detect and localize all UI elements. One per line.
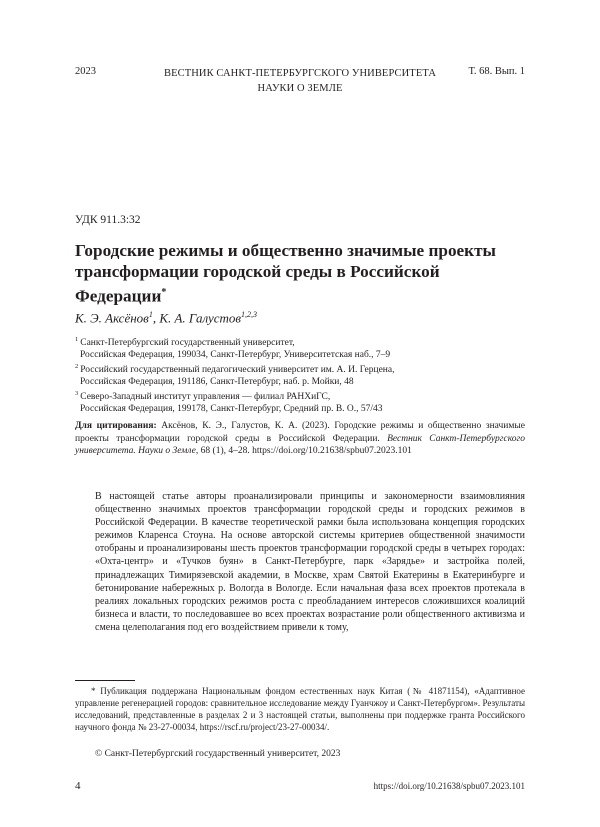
affiliation-3-num: 3 <box>75 390 79 398</box>
affiliation-3-line2: Российская Федерация, 199178, Санкт-Петербург, Средний пр. В. О., 57/43 <box>80 404 383 415</box>
udc-code: УДК 911.3:32 <box>75 214 141 226</box>
abstract: В настоящей статье авторы проанализировали принципы и закономерности взаимовлияния общественно значимых проектов трансформации городской среды и городских режимов в Российской Федерации. В качестве теоретической рамки была использована концепция городских режимов Кларенса Стоуна. На основе авторской системы критериев общественной значимости отобраны и проанализированы шесть проектов трансформации городской среды в четырех городах: «Охта-центр» и «Тучков буян» в Санкт-Петербурге, парк «Зарядье» и застройка полей, принадлежащих Тимирязевской академии, в Москве, храм Святой Екатерины в Екатеринбурге и бетонирование набережных р. Вологда в Вологде. Если начальная фаза всех проектов протекала в реалиях локальных городских режимов роста с преобладанием интересов сложившихся коалиций бизнеса и власти, то последовавшее во всех проектах возрастание роли общественного активизма и смена целеполагания под его воздействием привели к тому, <box>95 491 525 633</box>
author-2-name: К. А. Галустов <box>159 310 242 326</box>
title-footnote-mark: * <box>161 287 167 298</box>
affiliation-1-num: 1 <box>75 336 79 343</box>
affiliation-2-line1: Российский государственный педагогический университет им. А. И. Герцена, <box>80 365 395 376</box>
article-title <box>75 240 535 307</box>
funding-footnote: * Публикация поддержана Национальным фондом естественных наук Китая (№ 41871154), «Адаптивное управление регенерацией городов: сравнительное исследование между Гуанчжоу и Санкт-Петербургом». Результаты исследований, представленные в разделах 2 и 3 настоящей статьи, выполнены при поддержке гранта Российского научного фонда № 23-27-00034, https://rscf.ru/project/23-27-00034/. <box>75 686 525 732</box>
affiliation-2-num: 2 <box>75 363 79 371</box>
copyright-notice: © Санкт-Петербургский государственный университет, 2023 <box>95 749 341 759</box>
affiliation-1-line2: Российская Федерация, 199034, Санкт-Петербург, Университетская наб., 7–9 <box>80 350 391 361</box>
footnote-divider <box>75 680 135 681</box>
affiliation-1-line1: Санкт-Петербургский государственный университет, <box>80 338 295 349</box>
author-1-name: К. Э. Аксёнов <box>75 310 149 326</box>
author-2-sup: 1,2,3 <box>241 310 258 319</box>
citation-journal: Вестник Санкт-Петербургского университета. Науки о Земле, <box>75 433 525 456</box>
header-volume: Т. 68. Вып. 1 <box>468 66 525 77</box>
citation-block <box>75 420 525 458</box>
affiliations <box>75 334 535 415</box>
header-year: 2023 <box>75 66 96 77</box>
footer-doi-link[interactable]: https://doi.org/10.21638/spbu07.2023.101 <box>373 781 525 791</box>
citation-text: Аксёнов, К. Э., Галустов, К. А. (2023). Городские режимы и общественно значимые проекты трансформации городской среды в Российской Федерации. <box>75 421 525 444</box>
affiliation-2-line2: Российская Федерация, 191186, Санкт-Петербург, наб. р. Мойки, 48 <box>80 377 354 388</box>
authors <box>75 310 257 326</box>
affiliation-3 <box>75 388 535 415</box>
author-separator: , <box>152 310 160 326</box>
affiliation-3-line1: Северо-Западный институт управления — филиал РАНХиГС, <box>80 392 331 403</box>
journal-name <box>130 66 470 96</box>
citation-tail: 68 (1), 4–28. https://doi.org/10.21638/spbu07.2023.101 <box>198 446 412 456</box>
page-number: 4 <box>75 780 81 792</box>
author-1-sup: 1 <box>148 310 153 319</box>
journal-name-line1: ВЕСТНИК САНКТ-ПЕТЕРБУРГСКОГО УНИВЕРСИТЕТА <box>163 68 437 79</box>
journal-name-line2: НАУКИ О ЗЕМЛЕ <box>257 83 343 94</box>
affiliation-2 <box>75 361 535 388</box>
affiliation-1 <box>75 334 535 361</box>
article-title-text: Городские режимы и общественно значимые проекты трансформации городской среды в Российской Федерации <box>75 241 496 306</box>
citation-label: Для цитирования: <box>75 421 157 431</box>
